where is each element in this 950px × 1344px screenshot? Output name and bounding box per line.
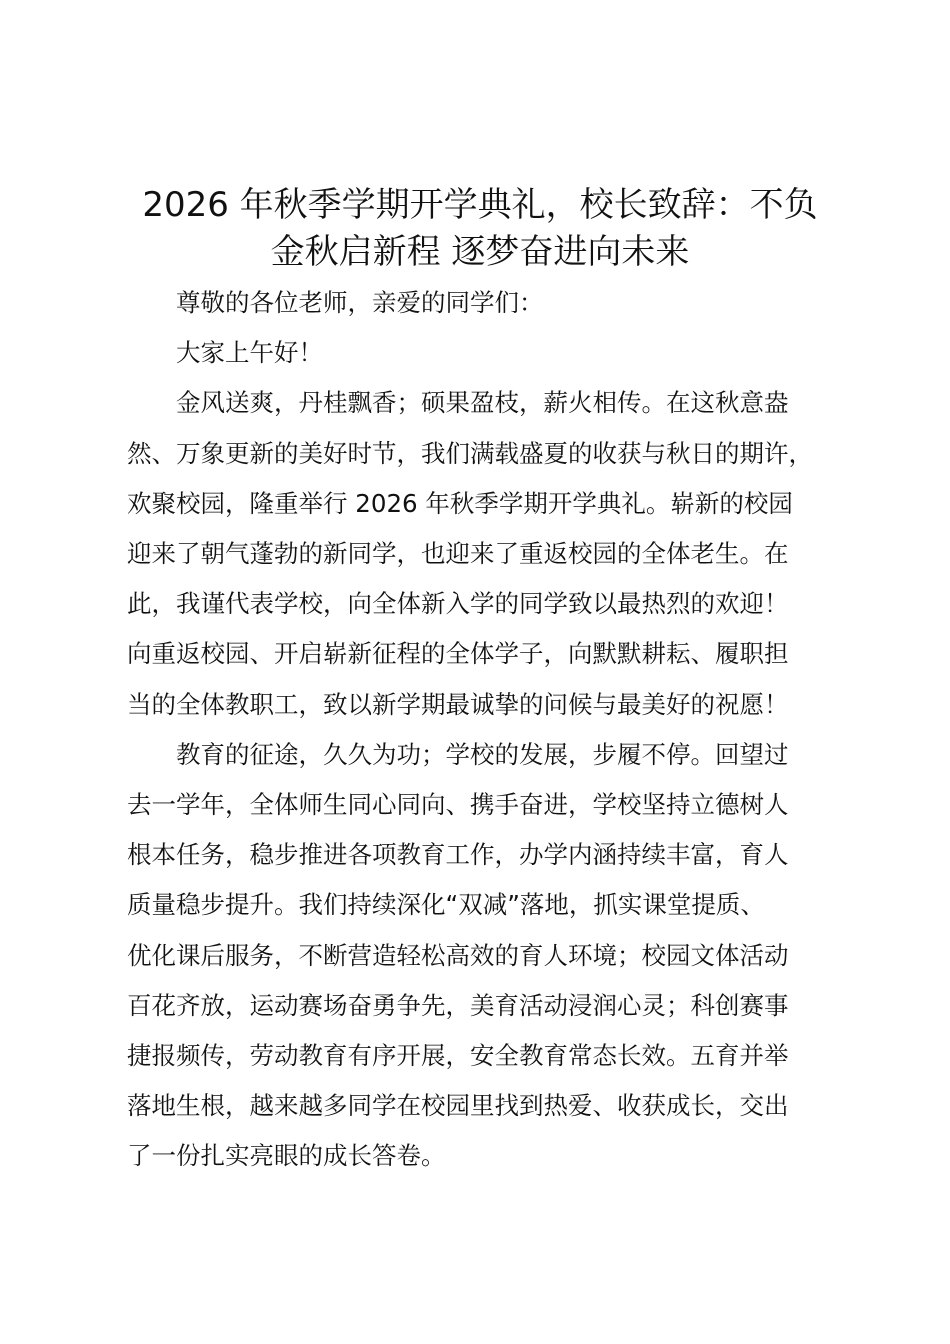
- text-line: 百花齐放，运动赛场奋勇争先，美育活动浸润心灵；科创赛事: [127, 990, 789, 1020]
- text-line: 根本任务，稳步推进各项教育工作，办学内涵持续丰富，育人: [127, 840, 789, 870]
- text-line: 捷报频传，劳动教育有序开展，安全教育常态长效。五育并举: [127, 1041, 789, 1071]
- greeting-paragraph: [127, 328, 833, 378]
- document-page: [127, 182, 833, 1182]
- text-line: 落地生根，越来越多同学在校园里找到热爱、收获成长，交出: [127, 1091, 789, 1121]
- text-line: 教育的征途，久久为功；学校的发展，步履不停。回望过: [176, 739, 789, 769]
- text-line: 当的全体教职工，致以新学期最诚挚的问候与最美好的祝愿！: [127, 689, 789, 719]
- text-line: 优化课后服务，不断营造轻松高效的育人环境；校园文体活动: [127, 940, 789, 970]
- text-line: 欢聚校园，隆重举行 2026 年秋季学期开学典礼。崭新的校园: [127, 488, 793, 518]
- document-title: [127, 182, 833, 276]
- text-line: 金风送爽，丹桂飘香；硕果盈枝，薪火相传。在这秋意盎: [176, 388, 789, 418]
- text-line: 大家上午好！: [176, 338, 323, 368]
- title-line-2: 金秋启新程 逐梦奋进向未来: [270, 232, 690, 272]
- text-line: 质量稳步提升。我们持续深化“双减”落地，抓实课堂提质、: [127, 890, 765, 920]
- salutation-paragraph: [127, 278, 833, 328]
- title-line-1: 2026 年秋季学期开学典礼，校长致辞：不负: [142, 185, 818, 225]
- text-line: 尊敬的各位老师，亲爱的同学们：: [176, 288, 544, 317]
- text-line: 此，我谨代表学校，向全体新入学的同学致以最热烈的欢迎！: [127, 589, 789, 619]
- text-line: 向重返校园、开启崭新征程的全体学子，向默默耕耘、履职担: [127, 639, 789, 669]
- review-paragraph: [127, 730, 833, 1182]
- text-line: 迎来了朝气蓬勃的新同学，也迎来了重返校园的全体老生。在: [127, 539, 789, 569]
- opening-paragraph: [127, 378, 833, 729]
- text-line: 去一学年，全体师生同心同向、携手奋进，学校坚持立德树人: [127, 790, 789, 820]
- text-line: 然、万象更新的美好时节，我们满载盛夏的收获与秋日的期许，: [127, 438, 813, 468]
- text-line: 了一份扎实亮眼的成长答卷。: [127, 1141, 446, 1171]
- document-body: [127, 278, 833, 1182]
